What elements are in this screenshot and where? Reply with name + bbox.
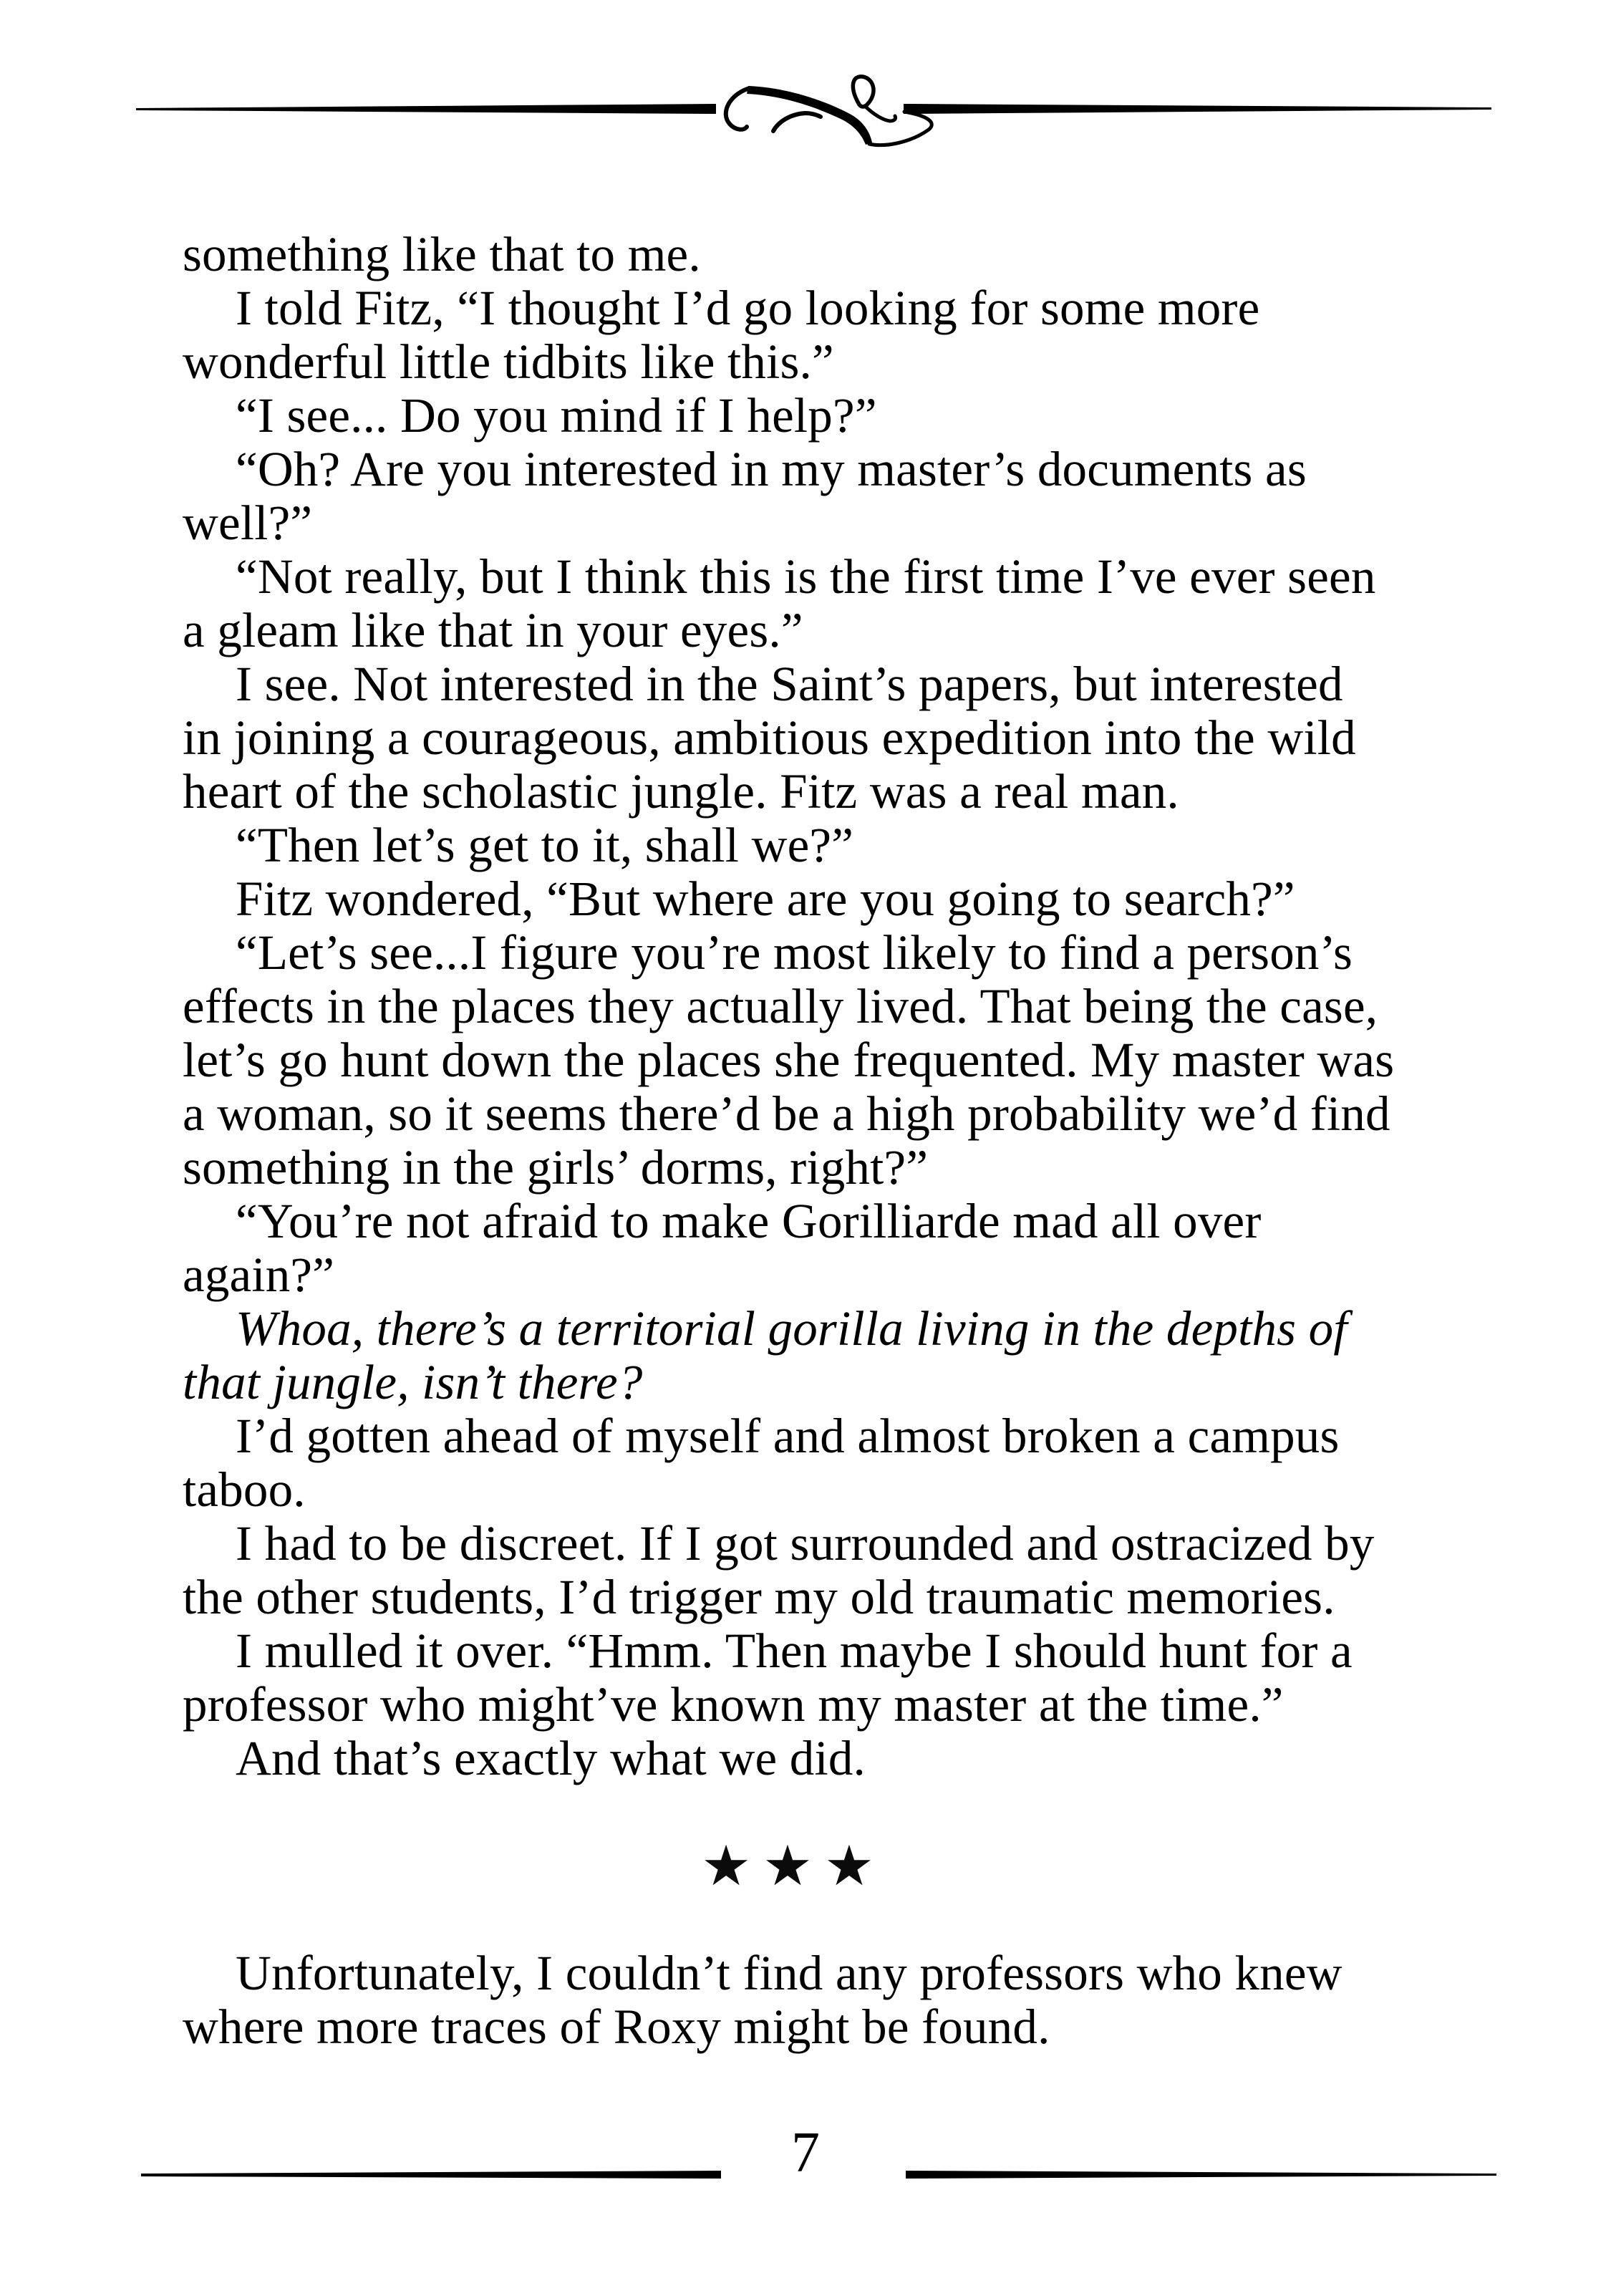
header-divider	[136, 77, 1491, 145]
text-line: in joining a courageous, ambitious expedition into the wild	[183, 710, 1356, 765]
text-line: again?”	[183, 1248, 335, 1302]
text-line: let’s go hunt down the places she frequented. My master was	[183, 1033, 1395, 1087]
text-line: taboo.	[183, 1462, 306, 1517]
text-line: “You’re not afraid to make Gorilliarde mad all over	[236, 1194, 1262, 1248]
text-line: I’d gotten ahead of myself and almost broken a campus	[236, 1409, 1340, 1463]
text-line: And that’s exactly what we did.	[236, 1731, 866, 1785]
text-line: something like that to me.	[183, 227, 701, 281]
text-line: Unfortunately, I couldn’t find any professors who knew	[236, 1946, 1342, 2000]
text-line: “Oh? Are you interested in my master’s documents as	[236, 442, 1307, 496]
page-content	[183, 228, 1393, 2054]
text-line: “Then let’s get to it, shall we?”	[236, 818, 854, 872]
text-line: “I see... Do you mind if I help?”	[236, 388, 877, 443]
text-line: well?”	[183, 496, 313, 550]
text-line: heart of the scholastic jungle. Fitz was a real man.	[183, 764, 1179, 819]
text-line: I see. Not interested in the Saint’s papers, but interested	[236, 657, 1343, 711]
text-line: where more traces of Roxy might be found.	[183, 2000, 1050, 2054]
page-number: 7	[791, 2121, 820, 2184]
header-flourish-icon	[726, 77, 932, 145]
header-rule-right	[904, 104, 1491, 114]
text-line: Fitz wondered, “But where are you going to search?”	[236, 872, 1295, 926]
text-line: a gleam like that in your eyes.”	[183, 603, 803, 657]
text-line: a woman, so it seems there’d be a high probability we’d find	[183, 1086, 1390, 1141]
text-line: the other students, I’d trigger my old traumatic memories.	[183, 1570, 1335, 1624]
header-rule-left	[136, 104, 716, 114]
text-line: professor who might’ve known my master at the time.”	[183, 1677, 1284, 1732]
text-line: wonderful little tidbits like this.”	[183, 334, 834, 389]
text-line: “Not really, but I think this is the first time I’ve ever seen	[236, 549, 1376, 604]
scene-break-stars: ★★★	[701, 1834, 886, 1897]
text-line: something in the girls’ dorms, right?”	[183, 1140, 929, 1195]
text-line: “Let’s see...I figure you’re most likely to find a person’s	[236, 925, 1353, 980]
text-line: effects in the places they actually lived. That being the case,	[183, 979, 1378, 1033]
text-line: that jungle, isn’t there?	[183, 1355, 643, 1409]
text-line: I had to be discreet. If I got surrounded and ostracized by	[236, 1516, 1375, 1571]
text-line: I told Fitz, “I thought I’d go looking for some more	[236, 281, 1260, 335]
text-line: Whoa, there’s a territorial gorilla living in the depths of	[236, 1301, 1348, 1356]
text-line: I mulled it over. “Hmm. Then maybe I should hunt for a	[236, 1624, 1353, 1678]
